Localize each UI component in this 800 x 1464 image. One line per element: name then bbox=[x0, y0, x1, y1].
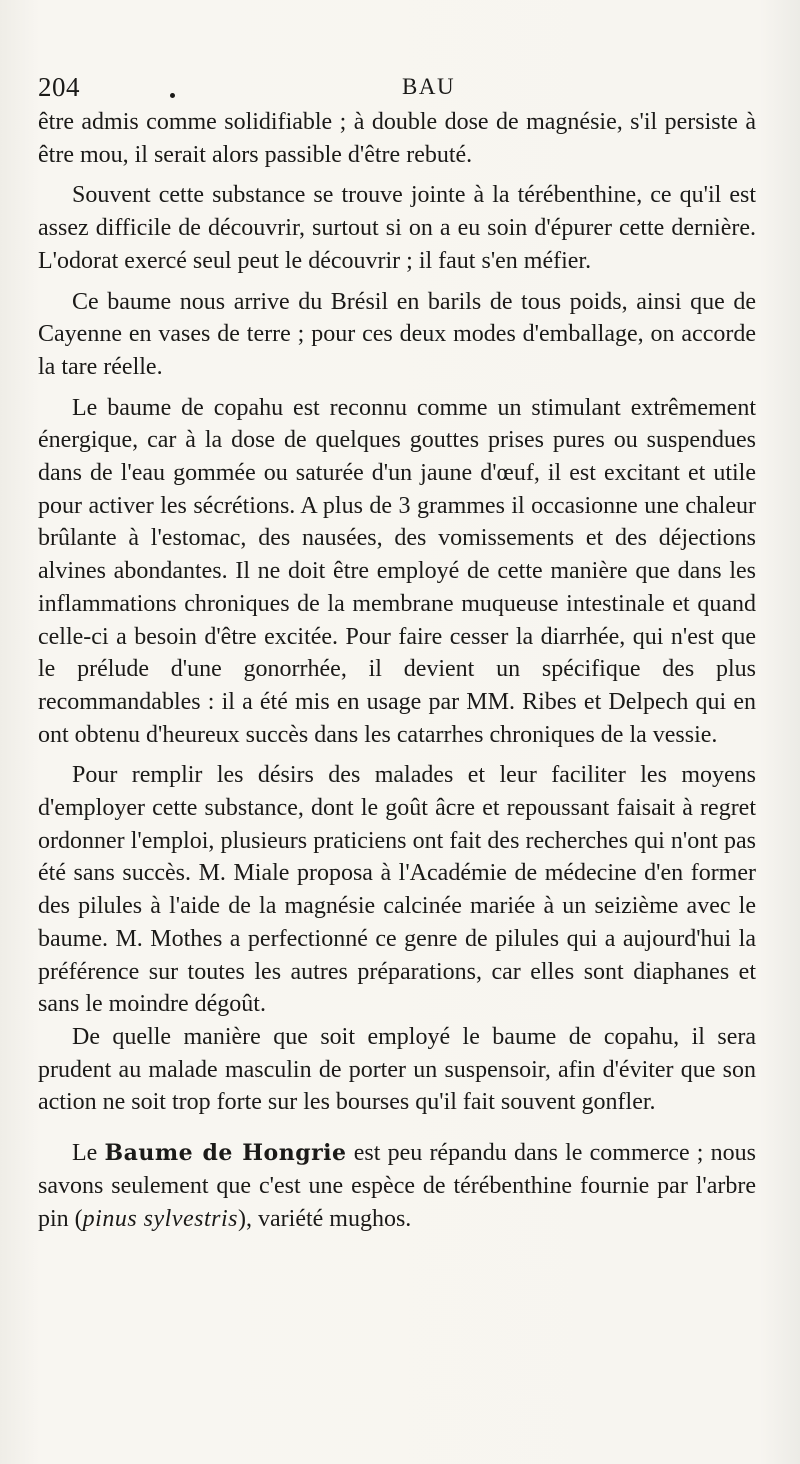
page-number: 204 bbox=[38, 72, 80, 102]
page-header bbox=[36, 62, 756, 102]
running-head: BAU bbox=[402, 74, 456, 99]
ink-dot bbox=[170, 93, 175, 98]
paragraph-medical-use: Le baume de copahu est reconnu comme un stimulant extrêmement énergique, car à la dose de quelques gouttes prises pures ou suspendues dans de l'eau gommée ou saturée d'un jaune d'œuf, il est excitant et utile pour activer les sécrétions. A plus de 3 grammes il occasionne une chaleur brûlante à l'estomac, des nausées, des vomissements et des déjections alvines abondantes. Il ne doit être employé de cette manière que dans les inflammations chroniques de la membrane muqueuse intestinale et quand celle-ci a besoin d'être excitée. Pour faire cesser la diarrhée, qui n'est que le prélude d'une gonorrhée, il devient un spécifique des plus recommandables : il a été mis en usage par MM. Ribes et Delpech qui en ont obtenu d'heureux succès dans les catarrhes chroniques de la vessie. bbox=[38, 394, 756, 748]
p7-mid: est peu répandu dans le commerce ; nous savons seulement que c'est une espèce de térébenthine fournie par l'arbre pin bbox=[38, 1140, 757, 1232]
p7-paren-close: ) bbox=[238, 1205, 246, 1232]
paragraph-provenance: Ce baume nous arrive du Brésil en barils de tous poids, ainsi que de Cayenne en vases de terre ; pour ces deux modes d'emballage, on accorde la tare réelle. bbox=[38, 288, 756, 380]
p7-paren-open: ( bbox=[74, 1205, 83, 1232]
p7-tail: , variété mughos. bbox=[246, 1205, 412, 1232]
paragraph-continuation: être admis comme solidifiable ; à double dose de magnésie, s'il persiste à être mou, il serait alors passible d'être rebuté. bbox=[38, 109, 756, 168]
p7-lead: Le bbox=[72, 1140, 105, 1167]
paragraph-precaution: De quelle manière que soit employé le baume de copahu, il sera prudent au malade masculin de porter un suspensoir, afin d'éviter que son action ne soit trop forte sur les bourses qu'il fait souvent gonfler. bbox=[38, 1023, 756, 1116]
paragraph-terebenthine: Souvent cette substance se trouve jointe à la térébenthine, ce qu'il est assez difficile de découvrir, surtout si on a eu soin d'épurer cette dernière. L'odorat exercé seul peut le découvrir ; il faut s'en méfier. bbox=[38, 182, 756, 274]
latin-name: pinus sylvestris bbox=[82, 1205, 238, 1232]
term-baume-de-hongrie: Baume de Hongrie bbox=[104, 1140, 347, 1167]
paragraph-baume-de-hongrie bbox=[38, 1137, 756, 1235]
body-text bbox=[38, 106, 756, 1235]
paragraph-pills: Pour remplir les désirs des malades et leur faciliter les moyens d'employer cette substance, dont le goût âcre et repoussant faisait à regret ordonner l'emploi, plusieurs praticiens ont fait des recherches qui n'ont pas été sans succès. M. Miale proposa à l'Académie de médecine d'en former des pilules à l'aide de la magnésie calcinée mariée à un seizième avec le baume. M. Mothes a perfectionné ce genre de pilules qui a aujourd'hui la préférence sur toutes les autres préparations, car elles sont diaphanes et sans le moindre dégoût. bbox=[38, 762, 756, 1018]
